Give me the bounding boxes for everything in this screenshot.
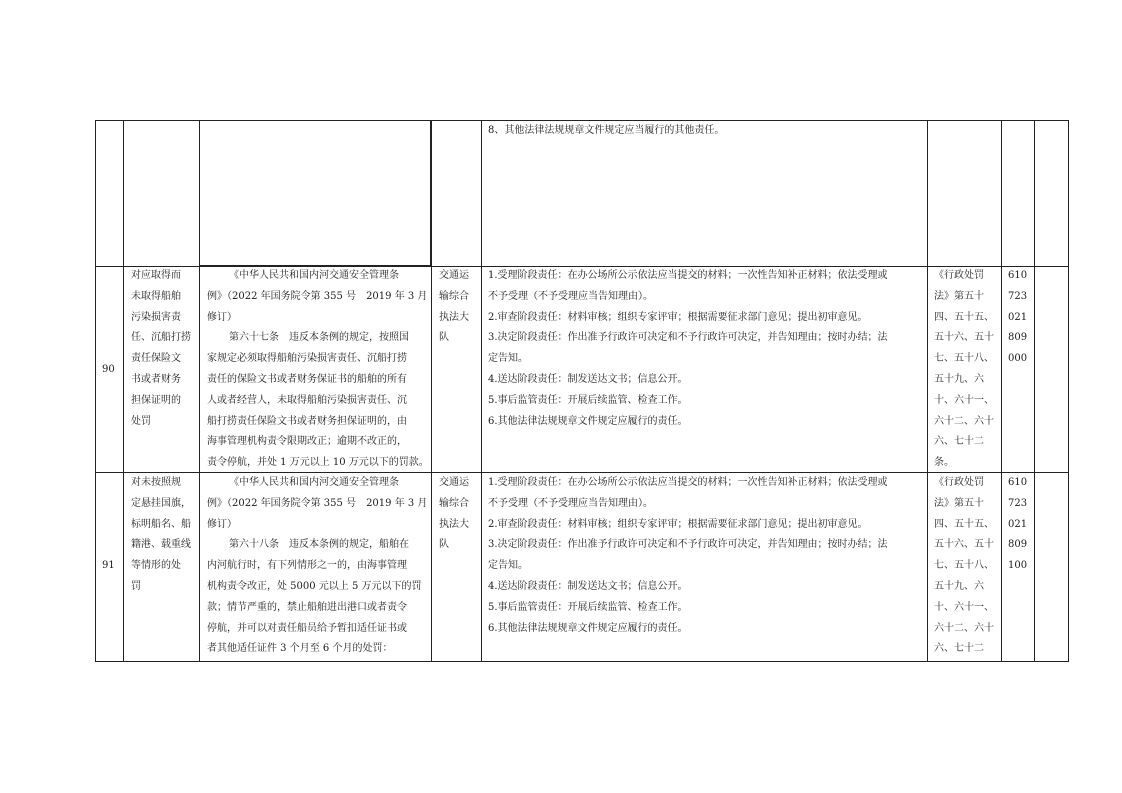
row-number: 90 — [102, 364, 115, 375]
item-name: 对应取得而 未取得船舶 污染损害责 任、沉船打捞 责任保险文 书或者财务 担保证明的 处罚 — [131, 270, 191, 427]
penalty-law: 《行政处罚 法》第五十 四、五十五、 五十六、五十 七、五十八、 五十九、六 十、六十一、 六十二、六十 六、七十二 条。 — [934, 270, 994, 469]
col-divider — [431, 120, 432, 662]
enforcement-dept: 交通运 输综合 执法大 队 — [439, 477, 469, 551]
top-row-responsibility: 8、其他法律法规规章文件规定应当履行的其他责任。 — [488, 125, 725, 136]
penalty-law: 《行政处罚 法》第五十 四、五十五、 五十六、五十 七、五十八、 五十九、六 十、六十一、 六十二、六十 六、七十二 — [934, 477, 994, 655]
item-code: 610 723 021 809 100 — [1008, 477, 1028, 572]
legal-basis: 《中华人民共和国内河交通安全管理条 例》（2022 年国务院令第 355 号 2019 年 3 月 修订） 第六十七条 违反本条例的规定，按照国 家规定必须取得船舶污染损害责任、沉船打捞 责任的保险文书或者财务保证书的船舶的所有 人或者经营人，未取得船舶污染损害责任、沉 船打捞责任保险文书或者财务担保证明的，由 海事管理机构责令限期改正；逾期不改正的， 责令停航，并处 1 万元以上 10 万元以下的罚款。 — [207, 270, 429, 469]
col-divider — [1034, 120, 1035, 662]
responsibilities: 1.受理阶段责任：在办公场所公示依法应当提交的材料；一次性告知补正材料；依法受理或 不予受理（不予受理应当告知理由）。 2.审查阶段责任：材料审核；组织专家评审；根据需要征求部门意见；提出初审意见。 3.决定阶段责任：作出准予行政许可决定和不予行政许可决定，并告知理由；按时办结；法 定告知。 4.送达阶段责任：制发送达文书；信息公开。 5.事后监管责任：开展后续监管、检查工作。 6.其他法律法规规章文件规定应履行的责任。 — [488, 477, 888, 634]
row-number: 91 — [102, 560, 115, 571]
enforcement-dept: 交通运 输综合 执法大 队 — [439, 270, 469, 344]
basis-cell-box — [199, 120, 431, 266]
item-code: 610 723 021 809 000 — [1008, 270, 1028, 365]
col-divider — [481, 120, 482, 662]
col-divider — [123, 120, 124, 662]
legal-basis: 《中华人民共和国内河交通安全管理条 例》（2022 年国务院令第 355 号 2019 年 3 月 修订） 第六十八条 违反本条例的规定，船舶在 内河航行时，有下列情形之一的，由海事管理 机构责令改正，处 5000 元以上 5 万元以下的罚 款；情节严重的，禁止船舶进出港口或者责令 停航，并可以对责任船员给予暂扣适任证书或 者其他适任证件 3 个月至 6 个月的处罚： — [207, 477, 428, 655]
col-divider — [927, 120, 928, 662]
item-name: 对未按照规 定悬挂国旗， 标明船名、船 籍港、载重线 等情形的处 罚 — [131, 477, 191, 592]
col-divider — [1001, 120, 1002, 662]
responsibilities: 1.受理阶段责任：在办公场所公示依法应当提交的材料；一次性告知补正材料；依法受理或 不予受理（不予受理应当告知理由）。 2.审查阶段责任：材料审核；组织专家评审；根据需要征求部门意见；提出初审意见。 3.决定阶段责任：作出准予行政许可决定和不予行政许可决定，并告知理由；按时办结；法 定告知。 4.送达阶段责任：制发送达文书；信息公开。 5.事后监管责任：开展后续监管、检查工作。 6.其他法律法规规章文件规定应履行的责任。 — [488, 270, 888, 427]
